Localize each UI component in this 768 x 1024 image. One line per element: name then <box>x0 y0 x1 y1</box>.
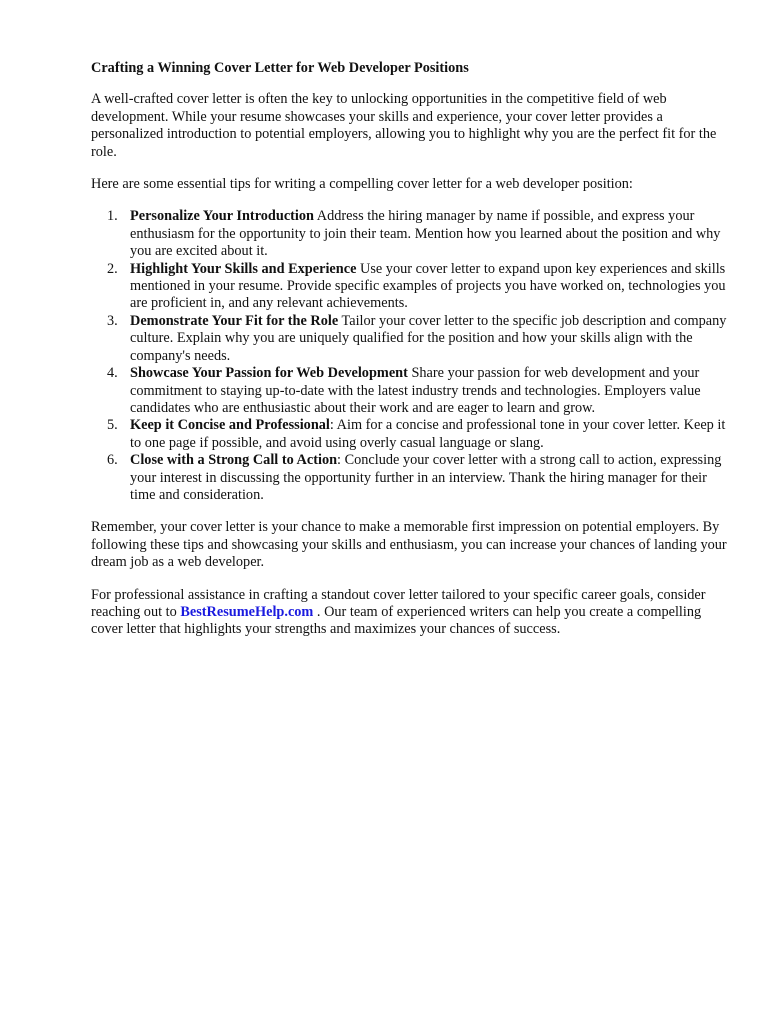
tip-heading: Close with a Strong Call to Action <box>130 452 338 469</box>
tip-body: Address the hiring manager by name if possible, and express your enthusiasm for the opportunity to join their team. Mention how you learned about the position and why you are excited about it. <box>130 208 721 260</box>
tip-item-6 <box>91 452 731 504</box>
tip-number: 1. <box>107 208 118 225</box>
tip-number: 2. <box>107 260 118 277</box>
tip-heading: Personalize Your Introduction <box>130 208 315 225</box>
tip-body: : Conclude your cover letter with a strong call to action, expressing your interest in discussing the opportunity further in an interview. Thank the hiring manager for their time and consideration. <box>130 452 722 503</box>
tip-item-3 <box>91 313 731 365</box>
tip-heading: Keep it Concise and Professional <box>130 417 330 434</box>
cta-paragraph <box>91 587 731 639</box>
tip-body: Use your cover letter to expand upon key experiences and skills mentioned in your resume. Provide specific examples of projects you have worked on, technologies you are proficient in, and any relevant achievements. <box>130 260 726 312</box>
tips-list <box>91 208 731 504</box>
tips-lead-paragraph: Here are some essential tips for writing a compelling cover letter for a web developer position: <box>91 176 633 193</box>
closing-paragraph: Remember, your cover letter is your chance to make a memorable first impression on potential employers. By following these tips and showcasing your skills and enthusiasm, you can increase your chances of landing your dream job as a web developer. <box>91 519 727 571</box>
tip-heading: Highlight Your Skills and Experience <box>130 260 357 277</box>
tip-number: 5. <box>107 417 118 434</box>
document-page <box>91 60 731 654</box>
intro-paragraph: A well-crafted cover letter is often the key to unlocking opportunities in the competitive field of web development. While your resume showcases your skills and experience, your cover letter provides a personalized introduction to potential employers, allowing you to highlight why you are the perfect fit for the role. <box>91 91 717 160</box>
tip-number: 4. <box>107 365 118 382</box>
bestresumehelp-link[interactable]: BestResumeHelp.com <box>180 603 314 620</box>
tip-body: : Aim for a concise and professional tone in your cover letter. Keep it to one page if possible, and avoid using overly casual language or slang. <box>130 417 726 451</box>
tip-number: 6. <box>107 452 118 469</box>
cta-text-after: . Our team of experienced writers can help you create a compelling cover letter that highlights your strengths and maximizes your chances of success. <box>91 603 702 638</box>
tip-heading: Showcase Your Passion for Web Development <box>130 365 408 382</box>
tip-heading: Demonstrate Your Fit for the Role <box>130 312 339 329</box>
tip-number: 3. <box>107 312 118 329</box>
tip-item-5 <box>91 417 731 452</box>
tip-item-2 <box>91 261 731 313</box>
tip-item-1 <box>91 208 731 260</box>
tip-body: Share your passion for web development and your commitment to staying up-to-date with the latest industry trends and technologies. Employers value candidates who are enthusiastic about their work and are eager to learn and grow. <box>130 365 701 416</box>
document-title: Crafting a Winning Cover Letter for Web Developer Positions <box>91 60 469 76</box>
tip-body: Tailor your cover letter to the specific job description and company culture. Explain why you are uniquely qualified for the position and how your skills align with the company's needs. <box>130 312 727 364</box>
cta-text-before: For professional assistance in crafting a standout cover letter tailored to your specific career goals, consider reaching out to <box>91 586 706 620</box>
tip-item-4 <box>91 365 731 417</box>
